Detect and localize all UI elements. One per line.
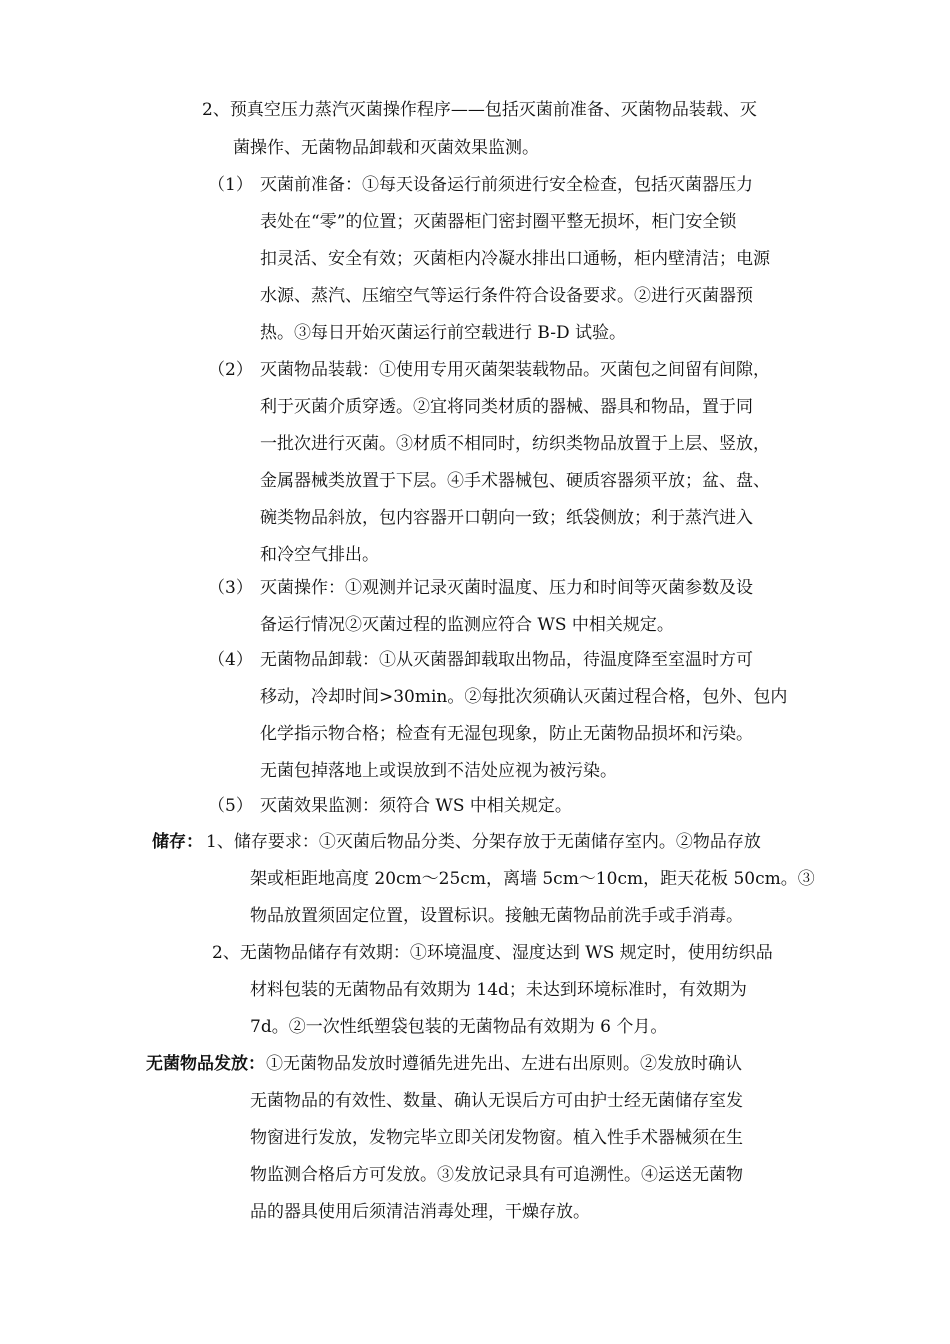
item-2-line-1: 灭菌物品装载：①使用专用灭菌架装载物品。灭菌包之间留有间隙，: [260, 360, 770, 380]
storage-item-2-line-3: 7d。②一次性纸塑袋包装的无菌物品有效期为 6 个月。: [250, 1017, 668, 1037]
item-4-number: （4）: [208, 650, 253, 670]
section2-line-1: 2、预真空压力蒸汽灭菌操作程序——包括灭菌前准备、灭菌物品装载、灭: [202, 100, 757, 120]
storage-item-1-line-3: 物品放置须固定位置，设置标识。接触无菌物品前洗手或手消毒。: [250, 906, 743, 926]
item-4-line-3: 化学指示物合格；检查有无湿包现象，防止无菌物品损坏和污染。: [260, 724, 753, 744]
item-2-line-4: 金属器械类放置于下层。④手术器械包、硬质容器须平放；盆、盘、: [260, 471, 770, 491]
item-2-line-2: 利于灭菌介质穿透。②宜将同类材质的器械、器具和物品，置于同: [260, 397, 753, 417]
item-1-line-2: 表处在“零”的位置；灭菌器柜门密封圈平整无损坏，柜门安全锁: [260, 212, 737, 232]
item-1-line-4: 水源、蒸汽、压缩空气等运行条件符合设备要求。②进行灭菌器预: [260, 286, 753, 306]
item-1-line-1: 灭菌前准备：①每天设备运行前须进行安全检查，包括灭菌器压力: [260, 175, 753, 195]
dispense-heading: 无菌物品发放：: [146, 1054, 265, 1074]
storage-item-2-line-1: 2、无菌物品储存有效期：①环境温度、湿度达到 WS 规定时，使用纺织品: [212, 943, 773, 963]
section2-line-2: 菌操作、无菌物品卸载和灭菌效果监测。: [233, 138, 539, 158]
dispense-line-5: 品的器具使用后须清洁消毒处理，干燥存放。: [250, 1202, 590, 1222]
dispense-line-2: 无菌物品的有效性、数量、确认无误后方可由护士经无菌储存室发: [250, 1091, 743, 1111]
item-1-number: （1）: [208, 175, 253, 195]
item-3-line-1: 灭菌操作：①观测并记录灭菌时温度、压力和时间等灭菌参数及设: [260, 578, 753, 598]
item-2-line-6: 和冷空气排出。: [260, 545, 379, 565]
dispense-line-4: 物监测合格后方可发放。③发放记录具有可追溯性。④运送无菌物: [250, 1165, 743, 1185]
storage-item-2-line-2: 材料包装的无菌物品有效期为 14d；未达到环境标准时，有效期为: [250, 980, 747, 1000]
item-5-number: （5）: [208, 796, 253, 816]
item-2-number: （2）: [208, 360, 253, 380]
item-4-line-4: 无菌包掉落地上或误放到不洁处应视为被污染。: [260, 761, 617, 781]
dispense-line-3: 物窗进行发放，发物完毕立即关闭发物窗。植入性手术器械须在生: [250, 1128, 743, 1148]
storage-item-1-line-2: 架或柜距地高度 20cm～25cm，离墙 5cm～10cm，距天花板 50cm。③: [250, 869, 815, 889]
item-2-line-3: 一批次进行灭菌。③材质不相同时，纺织类物品放置于上层、竖放，: [260, 434, 770, 454]
storage-item-1-line-1: 1、储存要求：①灭菌后物品分类、分架存放于无菌储存室内。②物品存放: [206, 832, 761, 852]
storage-heading: 储存：: [152, 832, 203, 852]
item-4-line-1: 无菌物品卸载：①从灭菌器卸载取出物品，待温度降至室温时方可: [260, 650, 753, 670]
item-1-line-5: 热。③每日开始灭菌运行前空载进行 B-D 试验。: [260, 323, 626, 343]
dispense-line-1: ①无菌物品发放时遵循先进先出、左进右出原则。②发放时确认: [266, 1054, 742, 1074]
item-5-line-1: 灭菌效果监测：须符合 WS 中相关规定。: [260, 796, 572, 816]
item-2-line-5: 碗类物品斜放，包内容器开口朝向一致；纸袋侧放；利于蒸汽进入: [260, 508, 753, 528]
item-3-line-2: 备运行情况②灭菌过程的监测应符合 WS 中相关规定。: [260, 615, 674, 635]
item-3-number: （3）: [208, 578, 253, 598]
item-4-line-2: 移动，冷却时间>30min。②每批次须确认灭菌过程合格，包外、包内: [260, 687, 788, 707]
item-1-line-3: 扣灵活、安全有效；灭菌柜内冷凝水排出口通畅，柜内壁清洁；电源: [260, 249, 770, 269]
